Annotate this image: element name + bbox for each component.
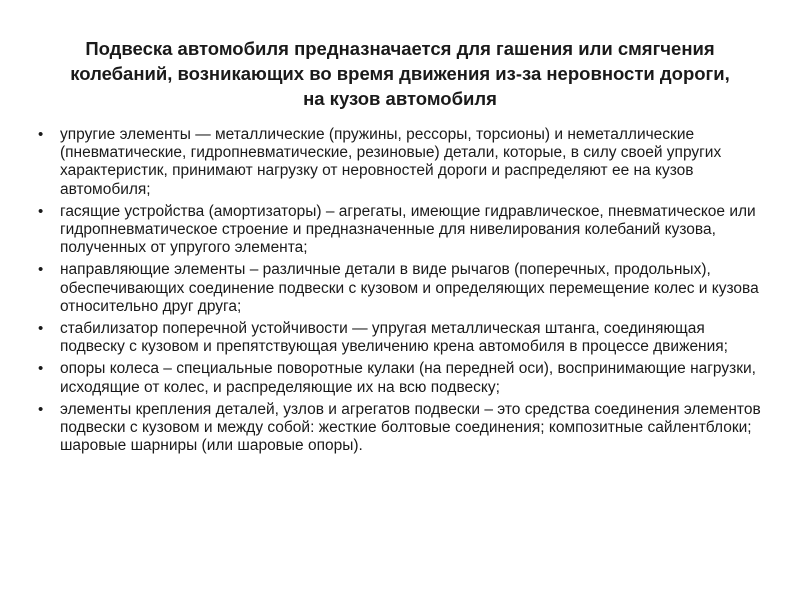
list-item [38,320,763,356]
bullet-list [38,126,763,459]
slide-title: Подвеска автомобиля предназначается для гашения или смягчения колебаний, возникающих во время движения из-за неровности дороги, на кузов автомобиля [70,38,730,109]
list-item-text: опоры колеса – специальные поворотные кулаки (на передней оси), воспринимающие нагрузки, исходящие от колес, и распределяющие их на всю подвеску; [60,360,756,396]
list-item [38,360,763,396]
bullet-icon: • [38,202,44,220]
bullet-icon: • [38,126,44,143]
list-item-text: элементы крепления деталей, узлов и агрегатов подвески – это средства соединения элементов подвески с кузовом и между собой: жесткие болтовые соединения; композитные сайлентблоки; шаровые шарниры (или шаровые опоры). [60,400,761,455]
bullet-icon: • [38,320,44,338]
list-item [38,261,763,316]
list-item [38,126,763,199]
list-item-text: стабилизатор поперечной устойчивости — упругая металлическая штанга, соединяющая подвеску с кузовом и препятствующая увеличению крена автомобиля в процессе движения; [60,320,728,356]
list-item-text: гасящие устройства (амортизаторы) – агрегаты, имеющие гидравлическое, пневматическое или гидропневматическое строение и предназначенные для нивелирования колебаний кузова, полученных от упругого элемента; [60,202,756,257]
bullet-icon: • [38,400,44,418]
list-item [38,203,763,258]
bullet-icon: • [38,360,44,378]
bullet-icon: • [38,261,44,279]
list-item [38,401,763,456]
list-item-text: упругие элементы — металлические (пружины, рессоры, торсионы) и неметаллические (пневматические, гидропневматические, резиновые) детали, которые, в силу своей упругих характеристик, принимают нагрузку от неровностей дороги и распределяют ее на кузов автомобиля; [60,126,722,198]
list-item-text: направляющие элементы – различные детали в виде рычагов (поперечных, продольных), обеспечивающих соединение подвески с кузовом и определяющих перемещение колес и кузова относительно друг друга; [60,261,759,315]
